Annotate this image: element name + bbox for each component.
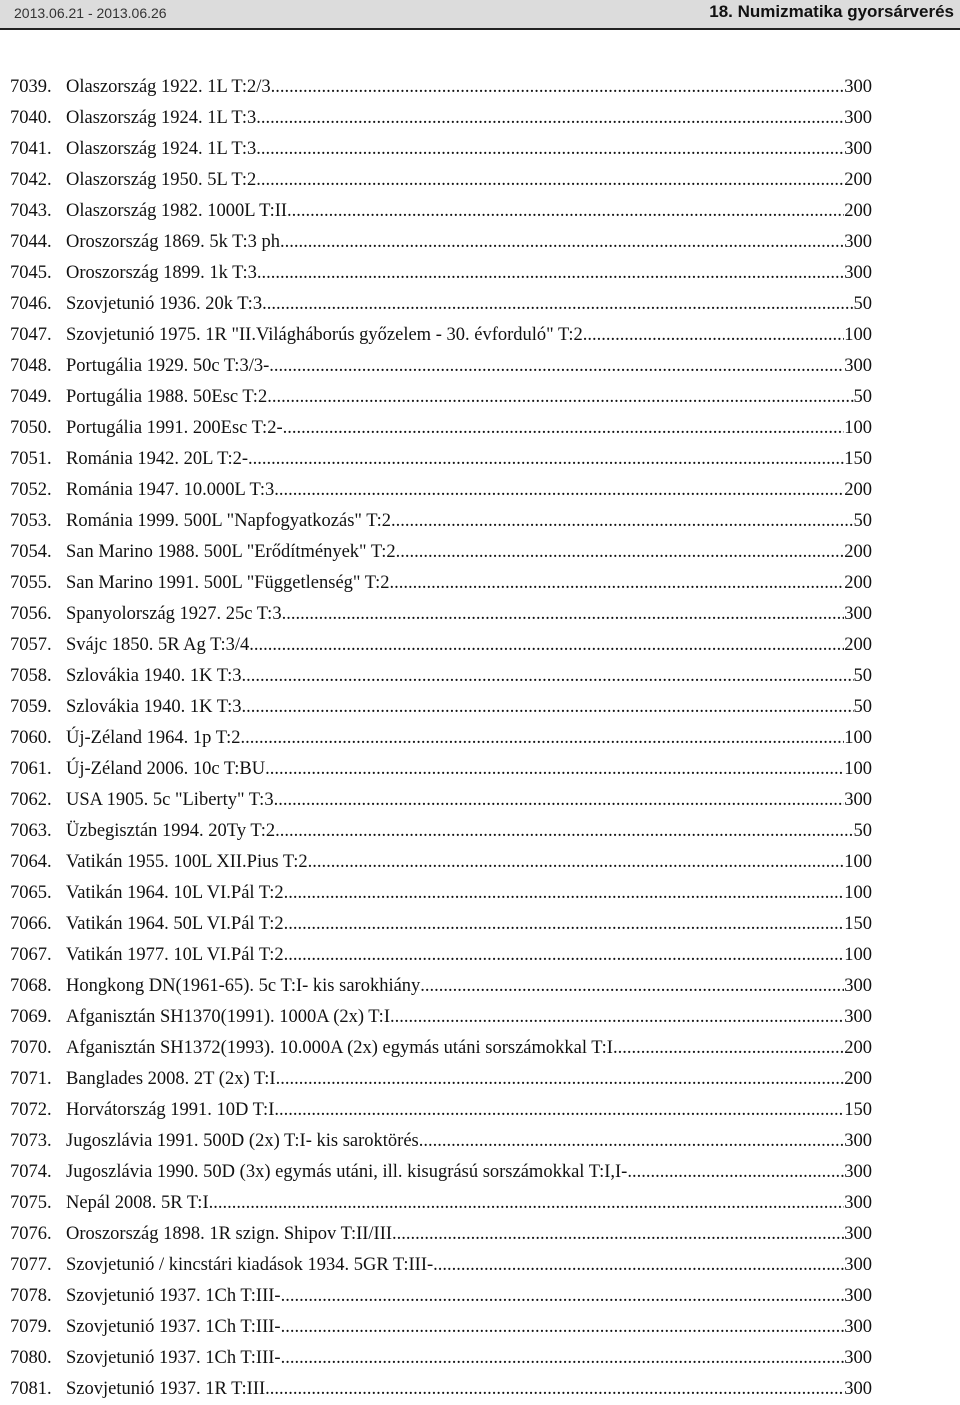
item-price: 300 bbox=[844, 1224, 872, 1244]
dot-leader bbox=[284, 940, 845, 971]
list-item bbox=[10, 382, 872, 413]
item-number: 7066. bbox=[10, 914, 52, 934]
item-price: 300 bbox=[844, 1193, 872, 1213]
dot-leader bbox=[242, 692, 854, 723]
item-price: 300 bbox=[844, 139, 872, 159]
item-description: Olaszország 1924. 1L T:3 bbox=[66, 108, 257, 128]
item-price: 300 bbox=[844, 976, 872, 996]
item-number: 7079. bbox=[10, 1317, 52, 1337]
item-description: Vatikán 1964. 50L VI.Pál T:2 bbox=[66, 914, 284, 934]
item-price: 300 bbox=[844, 263, 872, 283]
item-description: Románia 1942. 20L T:2- bbox=[66, 449, 249, 469]
item-description: Nepál 2008. 5R T:I bbox=[66, 1193, 209, 1213]
item-number: 7047. bbox=[10, 325, 52, 345]
dot-leader bbox=[282, 599, 845, 630]
item-number: 7076. bbox=[10, 1224, 52, 1244]
dot-leader bbox=[274, 1095, 844, 1126]
item-price: 100 bbox=[844, 325, 872, 345]
dot-leader bbox=[583, 320, 844, 351]
list-item bbox=[10, 475, 872, 506]
item-description: Horvátország 1991. 10D T:I bbox=[66, 1100, 275, 1120]
item-price: 100 bbox=[844, 945, 872, 965]
item-number: 7042. bbox=[10, 170, 52, 190]
auction-item-list bbox=[10, 72, 872, 1405]
item-number: 7041. bbox=[10, 139, 52, 159]
dot-leader bbox=[256, 103, 844, 134]
list-item bbox=[10, 1033, 872, 1064]
item-description: Oroszország 1899. 1k T:3 bbox=[66, 263, 257, 283]
item-price: 50 bbox=[853, 697, 872, 717]
item-number: 7072. bbox=[10, 1100, 52, 1120]
item-number: 7074. bbox=[10, 1162, 52, 1182]
item-number: 7075. bbox=[10, 1193, 52, 1213]
item-description: Szovjetunió 1937. 1Ch T:III- bbox=[66, 1348, 281, 1368]
item-number: 7056. bbox=[10, 604, 52, 624]
item-number: 7053. bbox=[10, 511, 52, 531]
item-description: Szlovákia 1940. 1K T:3 bbox=[66, 666, 242, 686]
item-number: 7063. bbox=[10, 821, 52, 841]
item-price: 300 bbox=[844, 1286, 872, 1306]
list-item bbox=[10, 1219, 872, 1250]
item-description: Szovjetunió 1937. 1Ch T:III- bbox=[66, 1317, 281, 1337]
list-item bbox=[10, 444, 872, 475]
list-item bbox=[10, 1312, 872, 1343]
item-description: Portugália 1929. 50c T:3/3- bbox=[66, 356, 270, 376]
item-price: 50 bbox=[853, 666, 872, 686]
item-number: 7078. bbox=[10, 1286, 52, 1306]
item-number: 7058. bbox=[10, 666, 52, 686]
item-number: 7060. bbox=[10, 728, 52, 748]
item-number: 7045. bbox=[10, 263, 52, 283]
item-description: Banglades 2008. 2T (2x) T:I bbox=[66, 1069, 276, 1089]
dot-leader bbox=[249, 630, 844, 661]
list-item bbox=[10, 816, 872, 847]
item-description: Románia 1999. 500L "Napfogyatkozás" T:2 bbox=[66, 511, 392, 531]
item-description: Portugália 1988. 50Esc T:2 bbox=[66, 387, 268, 407]
item-price: 200 bbox=[844, 201, 872, 221]
item-price: 200 bbox=[844, 573, 872, 593]
item-number: 7069. bbox=[10, 1007, 52, 1027]
dot-leader bbox=[265, 754, 844, 785]
list-item bbox=[10, 196, 872, 227]
dot-leader bbox=[390, 1002, 844, 1033]
dot-leader bbox=[276, 1064, 845, 1095]
item-description: Oroszország 1869. 5k T:3 ph. bbox=[66, 232, 285, 252]
item-description: Szovjetunió 1975. 1R "II.Világháborús győzelem - 30. évforduló" T:2 bbox=[66, 325, 583, 345]
list-item bbox=[10, 1126, 872, 1157]
list-item bbox=[10, 878, 872, 909]
list-item bbox=[10, 940, 872, 971]
item-number: 7070. bbox=[10, 1038, 52, 1058]
item-description: Szovjetunió 1936. 20k T:3 bbox=[66, 294, 263, 314]
item-number: 7039. bbox=[10, 77, 52, 97]
list-item bbox=[10, 1374, 872, 1405]
item-price: 200 bbox=[844, 1038, 872, 1058]
dot-leader bbox=[242, 661, 854, 692]
item-price: 300 bbox=[844, 77, 872, 97]
item-description: Vatikán 1977. 10L VI.Pál T:2 bbox=[66, 945, 284, 965]
item-description: Üzbegisztán 1994. 20Ty T:2 bbox=[66, 821, 276, 841]
header-divider bbox=[0, 28, 960, 30]
item-description: Szovjetunió 1937. 1R T:III bbox=[66, 1379, 266, 1399]
item-price: 150 bbox=[844, 1100, 872, 1120]
item-price: 150 bbox=[844, 449, 872, 469]
item-number: 7044. bbox=[10, 232, 52, 252]
list-item bbox=[10, 692, 872, 723]
dot-leader bbox=[265, 1374, 844, 1405]
item-number: 7071. bbox=[10, 1069, 52, 1089]
item-price: 100 bbox=[844, 883, 872, 903]
list-item bbox=[10, 1002, 872, 1033]
dot-leader bbox=[420, 971, 844, 1002]
list-item bbox=[10, 134, 872, 165]
header-title: 18. Numizmatika gyorsárverés bbox=[709, 2, 954, 21]
item-description: Olaszország 1924. 1L T:3 bbox=[66, 139, 257, 159]
item-description: Hongkong DN(1961-65). 5c T:I- kis sarokhiány bbox=[66, 976, 421, 996]
item-number: 7068. bbox=[10, 976, 52, 996]
item-price: 50 bbox=[853, 821, 872, 841]
item-price: 300 bbox=[844, 356, 872, 376]
item-price: 200 bbox=[844, 1069, 872, 1089]
dot-leader bbox=[262, 289, 853, 320]
item-number: 7059. bbox=[10, 697, 52, 717]
item-number: 7064. bbox=[10, 852, 52, 872]
dot-leader bbox=[269, 351, 844, 382]
list-item bbox=[10, 847, 872, 878]
list-item bbox=[10, 413, 872, 444]
item-price: 100 bbox=[844, 728, 872, 748]
list-item bbox=[10, 1095, 872, 1126]
dot-leader bbox=[390, 568, 845, 599]
list-item bbox=[10, 1188, 872, 1219]
list-item bbox=[10, 506, 872, 537]
item-number: 7052. bbox=[10, 480, 52, 500]
dot-leader bbox=[284, 878, 845, 909]
dot-leader bbox=[284, 909, 845, 940]
list-item bbox=[10, 537, 872, 568]
dot-leader bbox=[256, 134, 844, 165]
list-item bbox=[10, 1157, 872, 1188]
list-item bbox=[10, 1343, 872, 1374]
list-item bbox=[10, 165, 872, 196]
item-description: Olaszország 1922. 1L T:2/3 bbox=[66, 77, 271, 97]
item-description: Jugoszlávia 1990. 50D (3x) egymás utáni, ill. kisugrású sorszámokkal T:I,I- bbox=[66, 1162, 628, 1182]
list-item bbox=[10, 103, 872, 134]
item-number: 7055. bbox=[10, 573, 52, 593]
item-price: 300 bbox=[844, 1162, 872, 1182]
item-description: Afganisztán SH1370(1991). 1000A (2x) T:I bbox=[66, 1007, 390, 1027]
item-description: San Marino 1991. 500L "Függetlenség" T:2 bbox=[66, 573, 390, 593]
item-price: 50 bbox=[853, 511, 872, 531]
list-item bbox=[10, 227, 872, 258]
item-price: 300 bbox=[844, 1131, 872, 1151]
item-price: 100 bbox=[844, 418, 872, 438]
item-description: Szovjetunió / kincstári kiadások 1934. 5GR T:III- bbox=[66, 1255, 434, 1275]
dot-leader bbox=[271, 72, 845, 103]
item-number: 7081. bbox=[10, 1379, 52, 1399]
item-number: 7077. bbox=[10, 1255, 52, 1275]
item-description: Oroszország 1898. 1R szign. Shipov T:II/III bbox=[66, 1224, 393, 1244]
dot-leader bbox=[274, 785, 845, 816]
item-price: 100 bbox=[844, 852, 872, 872]
item-description: Svájc 1850. 5R Ag T:3/4 bbox=[66, 635, 250, 655]
list-item bbox=[10, 909, 872, 940]
item-price: 300 bbox=[844, 1317, 872, 1337]
list-item bbox=[10, 599, 872, 630]
dot-leader bbox=[267, 382, 853, 413]
list-item bbox=[10, 1064, 872, 1095]
item-number: 7049. bbox=[10, 387, 52, 407]
item-description: Portugália 1991. 200Esc T:2- bbox=[66, 418, 283, 438]
dot-leader bbox=[281, 1343, 845, 1374]
list-item bbox=[10, 258, 872, 289]
item-description: San Marino 1988. 500L "Erődítmények" T:2 bbox=[66, 542, 396, 562]
item-number: 7043. bbox=[10, 201, 52, 221]
list-item bbox=[10, 289, 872, 320]
item-price: 200 bbox=[844, 635, 872, 655]
dot-leader bbox=[419, 1126, 845, 1157]
item-price: 50 bbox=[853, 387, 872, 407]
item-price: 200 bbox=[844, 480, 872, 500]
list-item bbox=[10, 661, 872, 692]
dot-leader bbox=[274, 475, 844, 506]
dot-leader bbox=[613, 1033, 844, 1064]
list-item bbox=[10, 320, 872, 351]
dot-leader bbox=[627, 1157, 844, 1188]
dot-leader bbox=[283, 413, 845, 444]
list-item bbox=[10, 568, 872, 599]
item-description: Afganisztán SH1372(1993). 10.000A (2x) egymás utáni sorszámokkal T:I bbox=[66, 1038, 613, 1058]
dot-leader bbox=[281, 1281, 845, 1312]
item-description: Szovjetunió 1937. 1Ch T:III- bbox=[66, 1286, 281, 1306]
item-description: Románia 1947. 10.000L T:3 bbox=[66, 480, 275, 500]
dot-leader bbox=[396, 537, 845, 568]
item-number: 7057. bbox=[10, 635, 52, 655]
item-description: Vatikán 1964. 10L VI.Pál T:2 bbox=[66, 883, 284, 903]
item-number: 7050. bbox=[10, 418, 52, 438]
item-price: 300 bbox=[844, 790, 872, 810]
item-description: Új-Zéland 1964. 1p T:2 bbox=[66, 728, 241, 748]
dot-leader bbox=[275, 816, 853, 847]
list-item bbox=[10, 785, 872, 816]
list-item bbox=[10, 754, 872, 785]
dot-leader bbox=[256, 165, 844, 196]
list-item bbox=[10, 72, 872, 103]
item-number: 7046. bbox=[10, 294, 52, 314]
item-price: 50 bbox=[853, 294, 872, 314]
item-description: Olaszország 1982. 1000L T:II bbox=[66, 201, 288, 221]
item-number: 7051. bbox=[10, 449, 52, 469]
item-number: 7061. bbox=[10, 759, 52, 779]
item-number: 7062. bbox=[10, 790, 52, 810]
item-number: 7073. bbox=[10, 1131, 52, 1151]
item-description: Olaszország 1950. 5L T:2 bbox=[66, 170, 257, 190]
list-item bbox=[10, 723, 872, 754]
item-price: 150 bbox=[844, 914, 872, 934]
item-number: 7080. bbox=[10, 1348, 52, 1368]
list-item bbox=[10, 351, 872, 382]
dot-leader bbox=[257, 258, 844, 289]
item-description: Szlovákia 1940. 1K T:3 bbox=[66, 697, 242, 717]
page-header bbox=[0, 0, 960, 28]
dot-leader bbox=[287, 196, 844, 227]
list-item bbox=[10, 630, 872, 661]
item-description: Spanyolország 1927. 25c T:3 bbox=[66, 604, 282, 624]
item-number: 7048. bbox=[10, 356, 52, 376]
item-price: 300 bbox=[844, 108, 872, 128]
item-price: 200 bbox=[844, 542, 872, 562]
item-description: Új-Zéland 2006. 10c T:BU bbox=[66, 759, 266, 779]
item-number: 7067. bbox=[10, 945, 52, 965]
item-price: 300 bbox=[844, 1348, 872, 1368]
dot-leader bbox=[392, 1219, 844, 1250]
item-description: Vatikán 1955. 100L XII.Pius T:2 bbox=[66, 852, 308, 872]
dot-leader bbox=[240, 723, 844, 754]
list-item bbox=[10, 1250, 872, 1281]
item-number: 7065. bbox=[10, 883, 52, 903]
header-date-range: 2013.06.21 - 2013.06.26 bbox=[14, 5, 167, 21]
dot-leader bbox=[209, 1188, 845, 1219]
item-description: USA 1905. 5c "Liberty" T:3 bbox=[66, 790, 274, 810]
dot-leader bbox=[433, 1250, 844, 1281]
dot-leader bbox=[308, 847, 845, 878]
item-price: 300 bbox=[844, 1007, 872, 1027]
item-description: Jugoszlávia 1991. 500D (2x) T:I- kis saroktörés bbox=[66, 1131, 419, 1151]
dot-leader bbox=[248, 444, 844, 475]
item-price: 100 bbox=[844, 759, 872, 779]
dot-leader bbox=[281, 1312, 845, 1343]
item-price: 300 bbox=[844, 1379, 872, 1399]
item-number: 7054. bbox=[10, 542, 52, 562]
dot-leader bbox=[391, 506, 853, 537]
item-price: 200 bbox=[844, 170, 872, 190]
item-number: 7040. bbox=[10, 108, 52, 128]
item-price: 300 bbox=[844, 232, 872, 252]
list-item bbox=[10, 971, 872, 1002]
list-item bbox=[10, 1281, 872, 1312]
item-price: 300 bbox=[844, 1255, 872, 1275]
item-price: 300 bbox=[844, 604, 872, 624]
dot-leader bbox=[285, 227, 845, 258]
